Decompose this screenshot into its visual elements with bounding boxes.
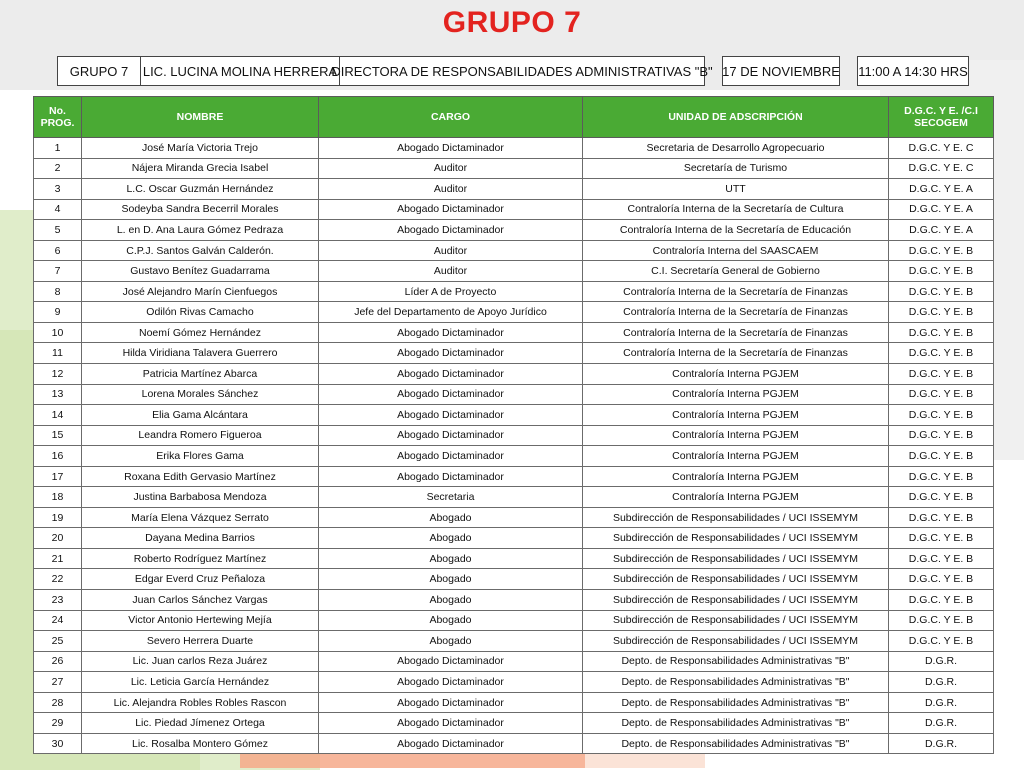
participant-name: L.C. Oscar Guzmán Hernández bbox=[82, 179, 319, 200]
participant-directorate: D.G.R. bbox=[889, 713, 994, 734]
participant-position: Auditor bbox=[319, 158, 583, 179]
participant-unit: Contraloría Interna de la Secretaría de Finanzas bbox=[583, 281, 889, 302]
participant-position: Abogado Dictaminador bbox=[319, 466, 583, 487]
participant-directorate: D.G.C. Y E. B bbox=[889, 322, 994, 343]
participant-directorate: D.G.C. Y E. B bbox=[889, 384, 994, 405]
participant-directorate: D.G.R. bbox=[889, 651, 994, 672]
column-header-directorate: D.G.C. Y E. /C.I SECOGEM bbox=[889, 97, 994, 138]
participants-table bbox=[33, 96, 994, 754]
table-row bbox=[34, 261, 994, 282]
row-number: 29 bbox=[34, 713, 82, 734]
participant-unit: Contraloría Interna PGJEM bbox=[583, 466, 889, 487]
participant-directorate: D.G.C. Y E. B bbox=[889, 507, 994, 528]
participant-position: Secretaria bbox=[319, 487, 583, 508]
session-date: 17 DE NOVIEMBRE bbox=[722, 63, 840, 79]
row-number: 27 bbox=[34, 672, 82, 693]
participant-name: Hilda Viridiana Talavera Guerrero bbox=[82, 343, 319, 364]
page-title: GRUPO 7 bbox=[442, 6, 582, 39]
participant-unit: Contraloría Interna PGJEM bbox=[583, 405, 889, 426]
table-row bbox=[34, 384, 994, 405]
participant-unit: Contraloría Interna PGJEM bbox=[583, 384, 889, 405]
participant-name: Erika Flores Gama bbox=[82, 446, 319, 467]
column-header-name: NOMBRE bbox=[82, 97, 319, 138]
participant-unit: Contraloría Interna de la Secretaría de Finanzas bbox=[583, 322, 889, 343]
participant-unit: Secretaria de Desarrollo Agropecuario bbox=[583, 138, 889, 159]
table-row bbox=[34, 179, 994, 200]
participant-name: Sodeyba Sandra Becerril Morales bbox=[82, 199, 319, 220]
table-row bbox=[34, 281, 994, 302]
participant-unit: Subdirección de Responsabilidades / UCI ISSEMYM bbox=[583, 548, 889, 569]
participant-directorate: D.G.C. Y E. B bbox=[889, 610, 994, 631]
participant-unit: C.I. Secretaría General de Gobierno bbox=[583, 261, 889, 282]
table-row bbox=[34, 364, 994, 385]
participant-position: Abogado Dictaminador bbox=[319, 199, 583, 220]
table-row bbox=[34, 733, 994, 754]
participant-directorate: D.G.C. Y E. B bbox=[889, 261, 994, 282]
participant-name: Juan Carlos Sánchez Vargas bbox=[82, 590, 319, 611]
participant-unit: Depto. de Responsabilidades Administrativas "B" bbox=[583, 651, 889, 672]
table-row bbox=[34, 466, 994, 487]
participant-directorate: D.G.C. Y E. C bbox=[889, 138, 994, 159]
table-row bbox=[34, 446, 994, 467]
participant-position: Abogado bbox=[319, 548, 583, 569]
participant-name: José María Victoria Trejo bbox=[82, 138, 319, 159]
session-time-box bbox=[857, 56, 969, 86]
table-row bbox=[34, 240, 994, 261]
table-row bbox=[34, 343, 994, 364]
participant-position: Abogado Dictaminador bbox=[319, 672, 583, 693]
participant-position: Auditor bbox=[319, 261, 583, 282]
session-time: 11:00 A 14:30 HRS bbox=[858, 63, 968, 79]
group-label: GRUPO 7 bbox=[69, 63, 129, 79]
participant-position: Abogado Dictaminador bbox=[319, 425, 583, 446]
table-row bbox=[34, 528, 994, 549]
participant-unit: Subdirección de Responsabilidades / UCI ISSEMYM bbox=[583, 610, 889, 631]
session-date-box bbox=[722, 56, 840, 86]
row-number: 24 bbox=[34, 610, 82, 631]
table-row bbox=[34, 672, 994, 693]
participant-name: Justina Barbabosa Mendoza bbox=[82, 487, 319, 508]
participant-name: Dayana Medina Barrios bbox=[82, 528, 319, 549]
participant-position: Abogado Dictaminador bbox=[319, 220, 583, 241]
participant-unit: UTT bbox=[583, 179, 889, 200]
row-number: 21 bbox=[34, 548, 82, 569]
participant-unit: Contraloría Interna PGJEM bbox=[583, 487, 889, 508]
instructor-name: LIC. LUCINA MOLINA HERRERA bbox=[140, 57, 339, 85]
participant-unit: Secretaría de Turismo bbox=[583, 158, 889, 179]
participant-unit: Depto. de Responsabilidades Administrativas "B" bbox=[583, 672, 889, 693]
row-number: 17 bbox=[34, 466, 82, 487]
row-number: 6 bbox=[34, 240, 82, 261]
participant-unit: Contraloría Interna PGJEM bbox=[583, 446, 889, 467]
row-number: 26 bbox=[34, 651, 82, 672]
participant-directorate: D.G.C. Y E. B bbox=[889, 487, 994, 508]
table-body bbox=[34, 138, 994, 754]
participant-position: Abogado bbox=[319, 528, 583, 549]
participant-directorate: D.G.C. Y E. B bbox=[889, 343, 994, 364]
participant-position: Abogado Dictaminador bbox=[319, 651, 583, 672]
participant-name: C.P.J. Santos Galván Calderón. bbox=[82, 240, 319, 261]
participant-position: Auditor bbox=[319, 179, 583, 200]
row-number: 11 bbox=[34, 343, 82, 364]
participant-position: Auditor bbox=[319, 240, 583, 261]
table-row bbox=[34, 199, 994, 220]
participant-unit: Contraloría Interna de la Secretaría de Finanzas bbox=[583, 343, 889, 364]
row-number: 7 bbox=[34, 261, 82, 282]
participant-directorate: D.G.C. Y E. A bbox=[889, 179, 994, 200]
row-number: 22 bbox=[34, 569, 82, 590]
participant-position: Abogado Dictaminador bbox=[319, 343, 583, 364]
participant-name: Severo Herrera Duarte bbox=[82, 631, 319, 652]
table-row bbox=[34, 425, 994, 446]
row-number: 1 bbox=[34, 138, 82, 159]
column-header-position: CARGO bbox=[319, 97, 583, 138]
table-row bbox=[34, 651, 994, 672]
participant-position: Abogado Dictaminador bbox=[319, 692, 583, 713]
row-number: 5 bbox=[34, 220, 82, 241]
participant-name: Gustavo Benítez Guadarrama bbox=[82, 261, 319, 282]
table-row bbox=[34, 713, 994, 734]
participant-directorate: D.G.R. bbox=[889, 733, 994, 754]
participant-unit: Contraloría Interna de la Secretaría de Cultura bbox=[583, 199, 889, 220]
table-row bbox=[34, 322, 994, 343]
row-number: 20 bbox=[34, 528, 82, 549]
row-number: 23 bbox=[34, 590, 82, 611]
table-row bbox=[34, 590, 994, 611]
row-number: 13 bbox=[34, 384, 82, 405]
table-row bbox=[34, 610, 994, 631]
participant-unit: Subdirección de Responsabilidades / UCI ISSEMYM bbox=[583, 569, 889, 590]
column-header-number: No. PROG. bbox=[34, 97, 82, 138]
row-number: 8 bbox=[34, 281, 82, 302]
table-row bbox=[34, 405, 994, 426]
participant-name: Roxana Edith Gervasio Martínez bbox=[82, 466, 319, 487]
participant-directorate: D.G.C. Y E. C bbox=[889, 158, 994, 179]
row-number: 30 bbox=[34, 733, 82, 754]
participant-directorate: D.G.C. Y E. A bbox=[889, 220, 994, 241]
participant-name: Lic. Rosalba Montero Gómez bbox=[82, 733, 319, 754]
row-number: 4 bbox=[34, 199, 82, 220]
participant-directorate: D.G.C. Y E. B bbox=[889, 302, 994, 323]
participant-directorate: D.G.C. Y E. B bbox=[889, 528, 994, 549]
participant-directorate: D.G.C. Y E. B bbox=[889, 466, 994, 487]
participant-unit: Contraloría Interna del SAASCAEM bbox=[583, 240, 889, 261]
participant-directorate: D.G.C. Y E. B bbox=[889, 590, 994, 611]
participant-directorate: D.G.R. bbox=[889, 692, 994, 713]
participant-directorate: D.G.C. Y E. B bbox=[889, 548, 994, 569]
participant-position: Abogado Dictaminador bbox=[319, 364, 583, 385]
row-number: 10 bbox=[34, 322, 82, 343]
participant-name: José Alejandro Marín Cienfuegos bbox=[82, 281, 319, 302]
row-number: 12 bbox=[34, 364, 82, 385]
participant-position: Abogado bbox=[319, 569, 583, 590]
participant-position: Abogado Dictaminador bbox=[319, 446, 583, 467]
participant-directorate: D.G.C. Y E. B bbox=[889, 446, 994, 467]
participant-directorate: D.G.C. Y E. A bbox=[889, 199, 994, 220]
participant-name: Nájera Miranda Grecia Isabel bbox=[82, 158, 319, 179]
participant-name: Roberto Rodríguez Martínez bbox=[82, 548, 319, 569]
table-row bbox=[34, 220, 994, 241]
participant-name: Patricia Martínez Abarca bbox=[82, 364, 319, 385]
participant-unit: Depto. de Responsabilidades Administrativas "B" bbox=[583, 713, 889, 734]
table-row bbox=[34, 569, 994, 590]
participant-unit: Contraloría Interna de la Secretaría de Educación bbox=[583, 220, 889, 241]
participant-name: Lorena Morales Sánchez bbox=[82, 384, 319, 405]
table-row bbox=[34, 138, 994, 159]
row-number: 15 bbox=[34, 425, 82, 446]
participant-position: Abogado Dictaminador bbox=[319, 384, 583, 405]
participant-directorate: D.G.C. Y E. B bbox=[889, 364, 994, 385]
participant-unit: Contraloría Interna de la Secretaría de Finanzas bbox=[583, 302, 889, 323]
participant-unit: Contraloría Interna PGJEM bbox=[583, 425, 889, 446]
participant-unit: Subdirección de Responsabilidades / UCI ISSEMYM bbox=[583, 590, 889, 611]
row-number: 25 bbox=[34, 631, 82, 652]
instructor-role: DIRECTORA DE RESPONSABILIDADES ADMINISTRATIVAS "B" bbox=[339, 57, 704, 85]
row-number: 3 bbox=[34, 179, 82, 200]
table-row bbox=[34, 302, 994, 323]
participant-name: L. en D. Ana Laura Gómez Pedraza bbox=[82, 220, 319, 241]
row-number: 2 bbox=[34, 158, 82, 179]
participant-name: Odilón Rivas Camacho bbox=[82, 302, 319, 323]
participant-name: Lic. Alejandra Robles Robles Rascon bbox=[82, 692, 319, 713]
participant-position: Abogado Dictaminador bbox=[319, 733, 583, 754]
row-number: 16 bbox=[34, 446, 82, 467]
table-row bbox=[34, 507, 994, 528]
participant-unit: Depto. de Responsabilidades Administrativas "B" bbox=[583, 733, 889, 754]
participant-position: Abogado bbox=[319, 507, 583, 528]
participant-unit: Subdirección de Responsabilidades / UCI ISSEMYM bbox=[583, 631, 889, 652]
row-number: 14 bbox=[34, 405, 82, 426]
participant-name: Leandra Romero Figueroa bbox=[82, 425, 319, 446]
table-row bbox=[34, 487, 994, 508]
participant-position: Abogado bbox=[319, 610, 583, 631]
row-number: 19 bbox=[34, 507, 82, 528]
participant-unit: Subdirección de Responsabilidades / UCI ISSEMYM bbox=[583, 528, 889, 549]
participant-position: Abogado Dictaminador bbox=[319, 405, 583, 426]
participant-name: Victor Antonio Hertewing Mejía bbox=[82, 610, 319, 631]
participant-directorate: D.G.C. Y E. B bbox=[889, 405, 994, 426]
participant-name: Elia Gama Alcántara bbox=[82, 405, 319, 426]
table-header-row bbox=[34, 97, 994, 138]
participant-name: Edgar Everd Cruz Peñaloza bbox=[82, 569, 319, 590]
participant-directorate: D.G.C. Y E. B bbox=[889, 425, 994, 446]
participant-name: Lic. Piedad Jímenez Ortega bbox=[82, 713, 319, 734]
participant-name: María Elena Vázquez Serrato bbox=[82, 507, 319, 528]
participant-position: Abogado Dictaminador bbox=[319, 713, 583, 734]
participant-directorate: D.G.C. Y E. B bbox=[889, 281, 994, 302]
table-row bbox=[34, 631, 994, 652]
table-row bbox=[34, 692, 994, 713]
participant-name: Lic. Leticia García Hernández bbox=[82, 672, 319, 693]
row-number: 9 bbox=[34, 302, 82, 323]
participant-position: Abogado bbox=[319, 590, 583, 611]
participant-directorate: D.G.C. Y E. B bbox=[889, 569, 994, 590]
participant-name: Lic. Juan carlos Reza Juárez bbox=[82, 651, 319, 672]
table-row bbox=[34, 158, 994, 179]
row-number: 28 bbox=[34, 692, 82, 713]
participant-directorate: D.G.C. Y E. B bbox=[889, 240, 994, 261]
session-info-box bbox=[57, 56, 713, 86]
participant-position: Jefe del Departamento de Apoyo Jurídico bbox=[319, 302, 583, 323]
participant-unit: Subdirección de Responsabilidades / UCI ISSEMYM bbox=[583, 507, 889, 528]
participant-position: Abogado bbox=[319, 631, 583, 652]
participant-position: Abogado Dictaminador bbox=[319, 322, 583, 343]
participant-directorate: D.G.C. Y E. B bbox=[889, 631, 994, 652]
participant-directorate: D.G.R. bbox=[889, 672, 994, 693]
participant-position: Líder A de Proyecto bbox=[319, 281, 583, 302]
participant-unit: Depto. de Responsabilidades Administrativas "B" bbox=[583, 692, 889, 713]
participant-unit: Contraloría Interna PGJEM bbox=[583, 364, 889, 385]
participant-position: Abogado Dictaminador bbox=[319, 138, 583, 159]
row-number: 18 bbox=[34, 487, 82, 508]
table-row bbox=[34, 548, 994, 569]
column-header-unit: UNIDAD DE ADSCRIPCIÓN bbox=[583, 97, 889, 138]
participant-name: Noemí Gómez Hernández bbox=[82, 322, 319, 343]
